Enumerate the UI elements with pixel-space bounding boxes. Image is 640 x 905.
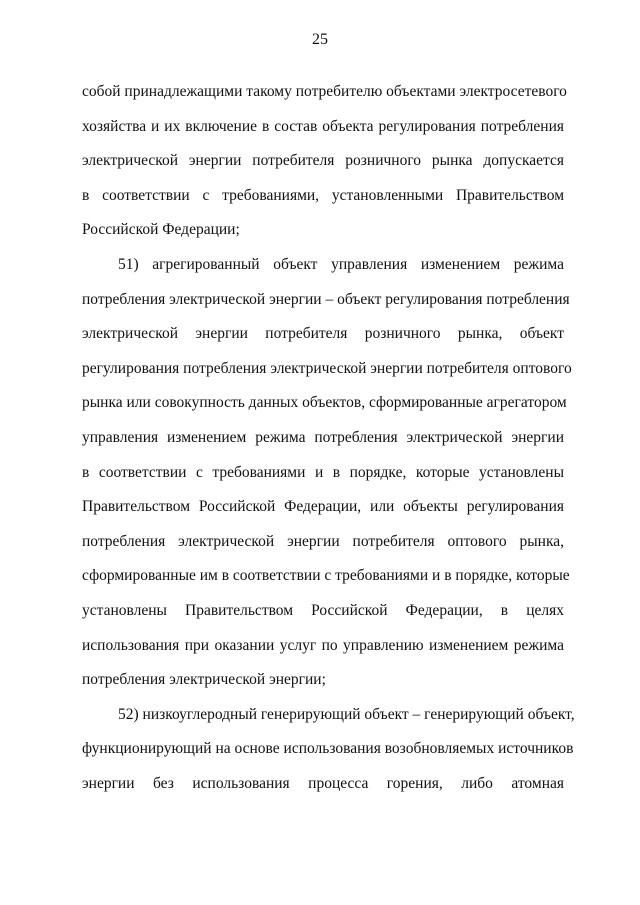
text-line: рынка или совокупность данных объектов, сформированные агрегатором [82, 394, 567, 412]
paragraph-52-start: 52) низкоуглеродный генерирующий объект – генерирующий объект, [118, 705, 575, 723]
text-line: установлены Правительством Российской Федерации, в целях [82, 601, 564, 619]
document-body [82, 75, 575, 801]
text-line: использования при оказании услуг по управлению изменением режима [82, 636, 564, 654]
text-line: потребления электрической энергии; [82, 671, 326, 689]
text-line: в соответствии с требованиями, установленными Правительством [82, 186, 564, 204]
text-line: в соответствии с требованиями и в порядке, которые установлены [82, 463, 564, 481]
paragraph-51-start: 51) агрегированный объект управления изменением режима [118, 255, 564, 273]
text-line: потребления электрической энергии – объект регулирования потребления [82, 290, 570, 308]
text-line: Российской Федерации; [82, 221, 240, 239]
text-line: Правительством Российской Федерации, или объекты регулирования [82, 498, 564, 516]
text-line: электрической энергии потребителя розничного рынка допускается [82, 152, 564, 170]
text-line: энергии без использования процесса горения, либо атомная [82, 774, 564, 792]
text-line: собой принадлежащими такому потребителю объектами электросетевого [82, 83, 567, 100]
text-line: функционирующий на основе использования возобновляемых источников [82, 740, 574, 758]
text-line: управления изменением режима потребления электрической энергии [82, 428, 564, 446]
text-line: потребления электрической энергии потребителя оптового рынка, [82, 532, 564, 550]
text-line: сформированные им в соответствии с требованиями и в порядке, которые [82, 567, 570, 585]
text-line: электрической энергии потребителя розничного рынка, объект [82, 325, 564, 343]
text-line: хозяйства и их включение в состав объекта регулирования потребления [82, 117, 564, 135]
text-line: регулирования потребления электрической энергии потребителя оптового [82, 359, 572, 377]
page-number: 25 [312, 31, 328, 48]
